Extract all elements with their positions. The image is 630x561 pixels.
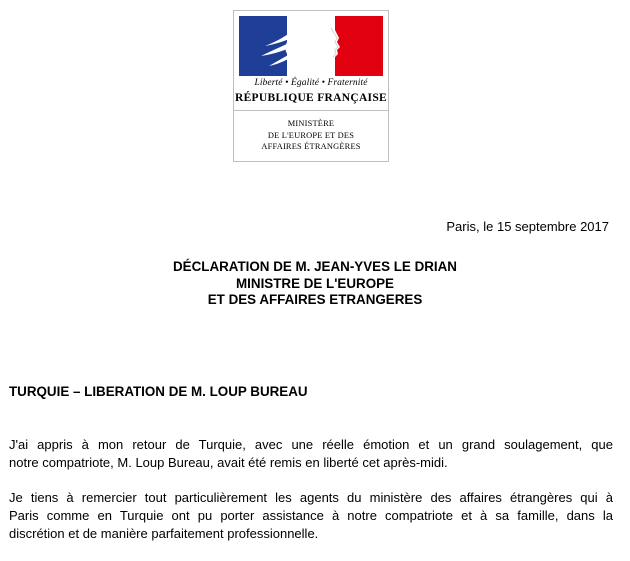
document-subject: TURQUIE – LIBERATION DE M. LOUP BUREAU — [9, 384, 308, 399]
paragraph-line: Je tiens à remercier tout particulièrement les agents du ministère des affaires étrangères qui à — [9, 490, 613, 505]
logo-motto: Liberté • Égalité • Fraternité — [254, 78, 368, 88]
ministry-line: AFFAIRES ÉTRANGÈRES — [261, 142, 361, 151]
paragraph — [9, 489, 613, 543]
republique-francaise-logo — [233, 10, 389, 162]
logo-ministry-name — [234, 118, 388, 153]
title-line: DÉCLARATION DE M. JEAN-YVES LE DRIAN — [173, 259, 457, 274]
logo-republic-name: RÉPUBLIQUE FRANÇAISE — [234, 92, 387, 104]
paragraph — [9, 436, 613, 472]
ministry-line: DE L'EUROPE ET DES — [267, 130, 355, 140]
flag-red-band — [335, 16, 383, 76]
paragraph-line: Paris comme en Turquie ont pu porter assistance à notre compatriote et à sa famille, dans la — [9, 508, 613, 523]
document-title — [0, 259, 630, 309]
title-line: ET DES AFFAIRES ETRANGERES — [207, 292, 423, 307]
ministry-line: MINISTÈRE — [287, 119, 335, 128]
logo-divider — [234, 110, 388, 111]
document-date: Paris, le 15 septembre 2017 — [446, 219, 609, 234]
title-line: MINISTRE DE L'EUROPE — [236, 275, 394, 291]
marianne-emblem-icon — [239, 16, 383, 76]
paragraph-line: notre compatriote, M. Loup Bureau, avait été remis en liberté cet après-midi. — [9, 455, 448, 470]
paragraph-line: J'ai appris à mon retour de Turquie, avec une réelle émotion et un grand soulagement, que — [9, 437, 613, 452]
paragraph-line: discrétion et de manière parfaitement professionnelle. — [9, 526, 319, 541]
flag-blue-band — [239, 16, 287, 76]
